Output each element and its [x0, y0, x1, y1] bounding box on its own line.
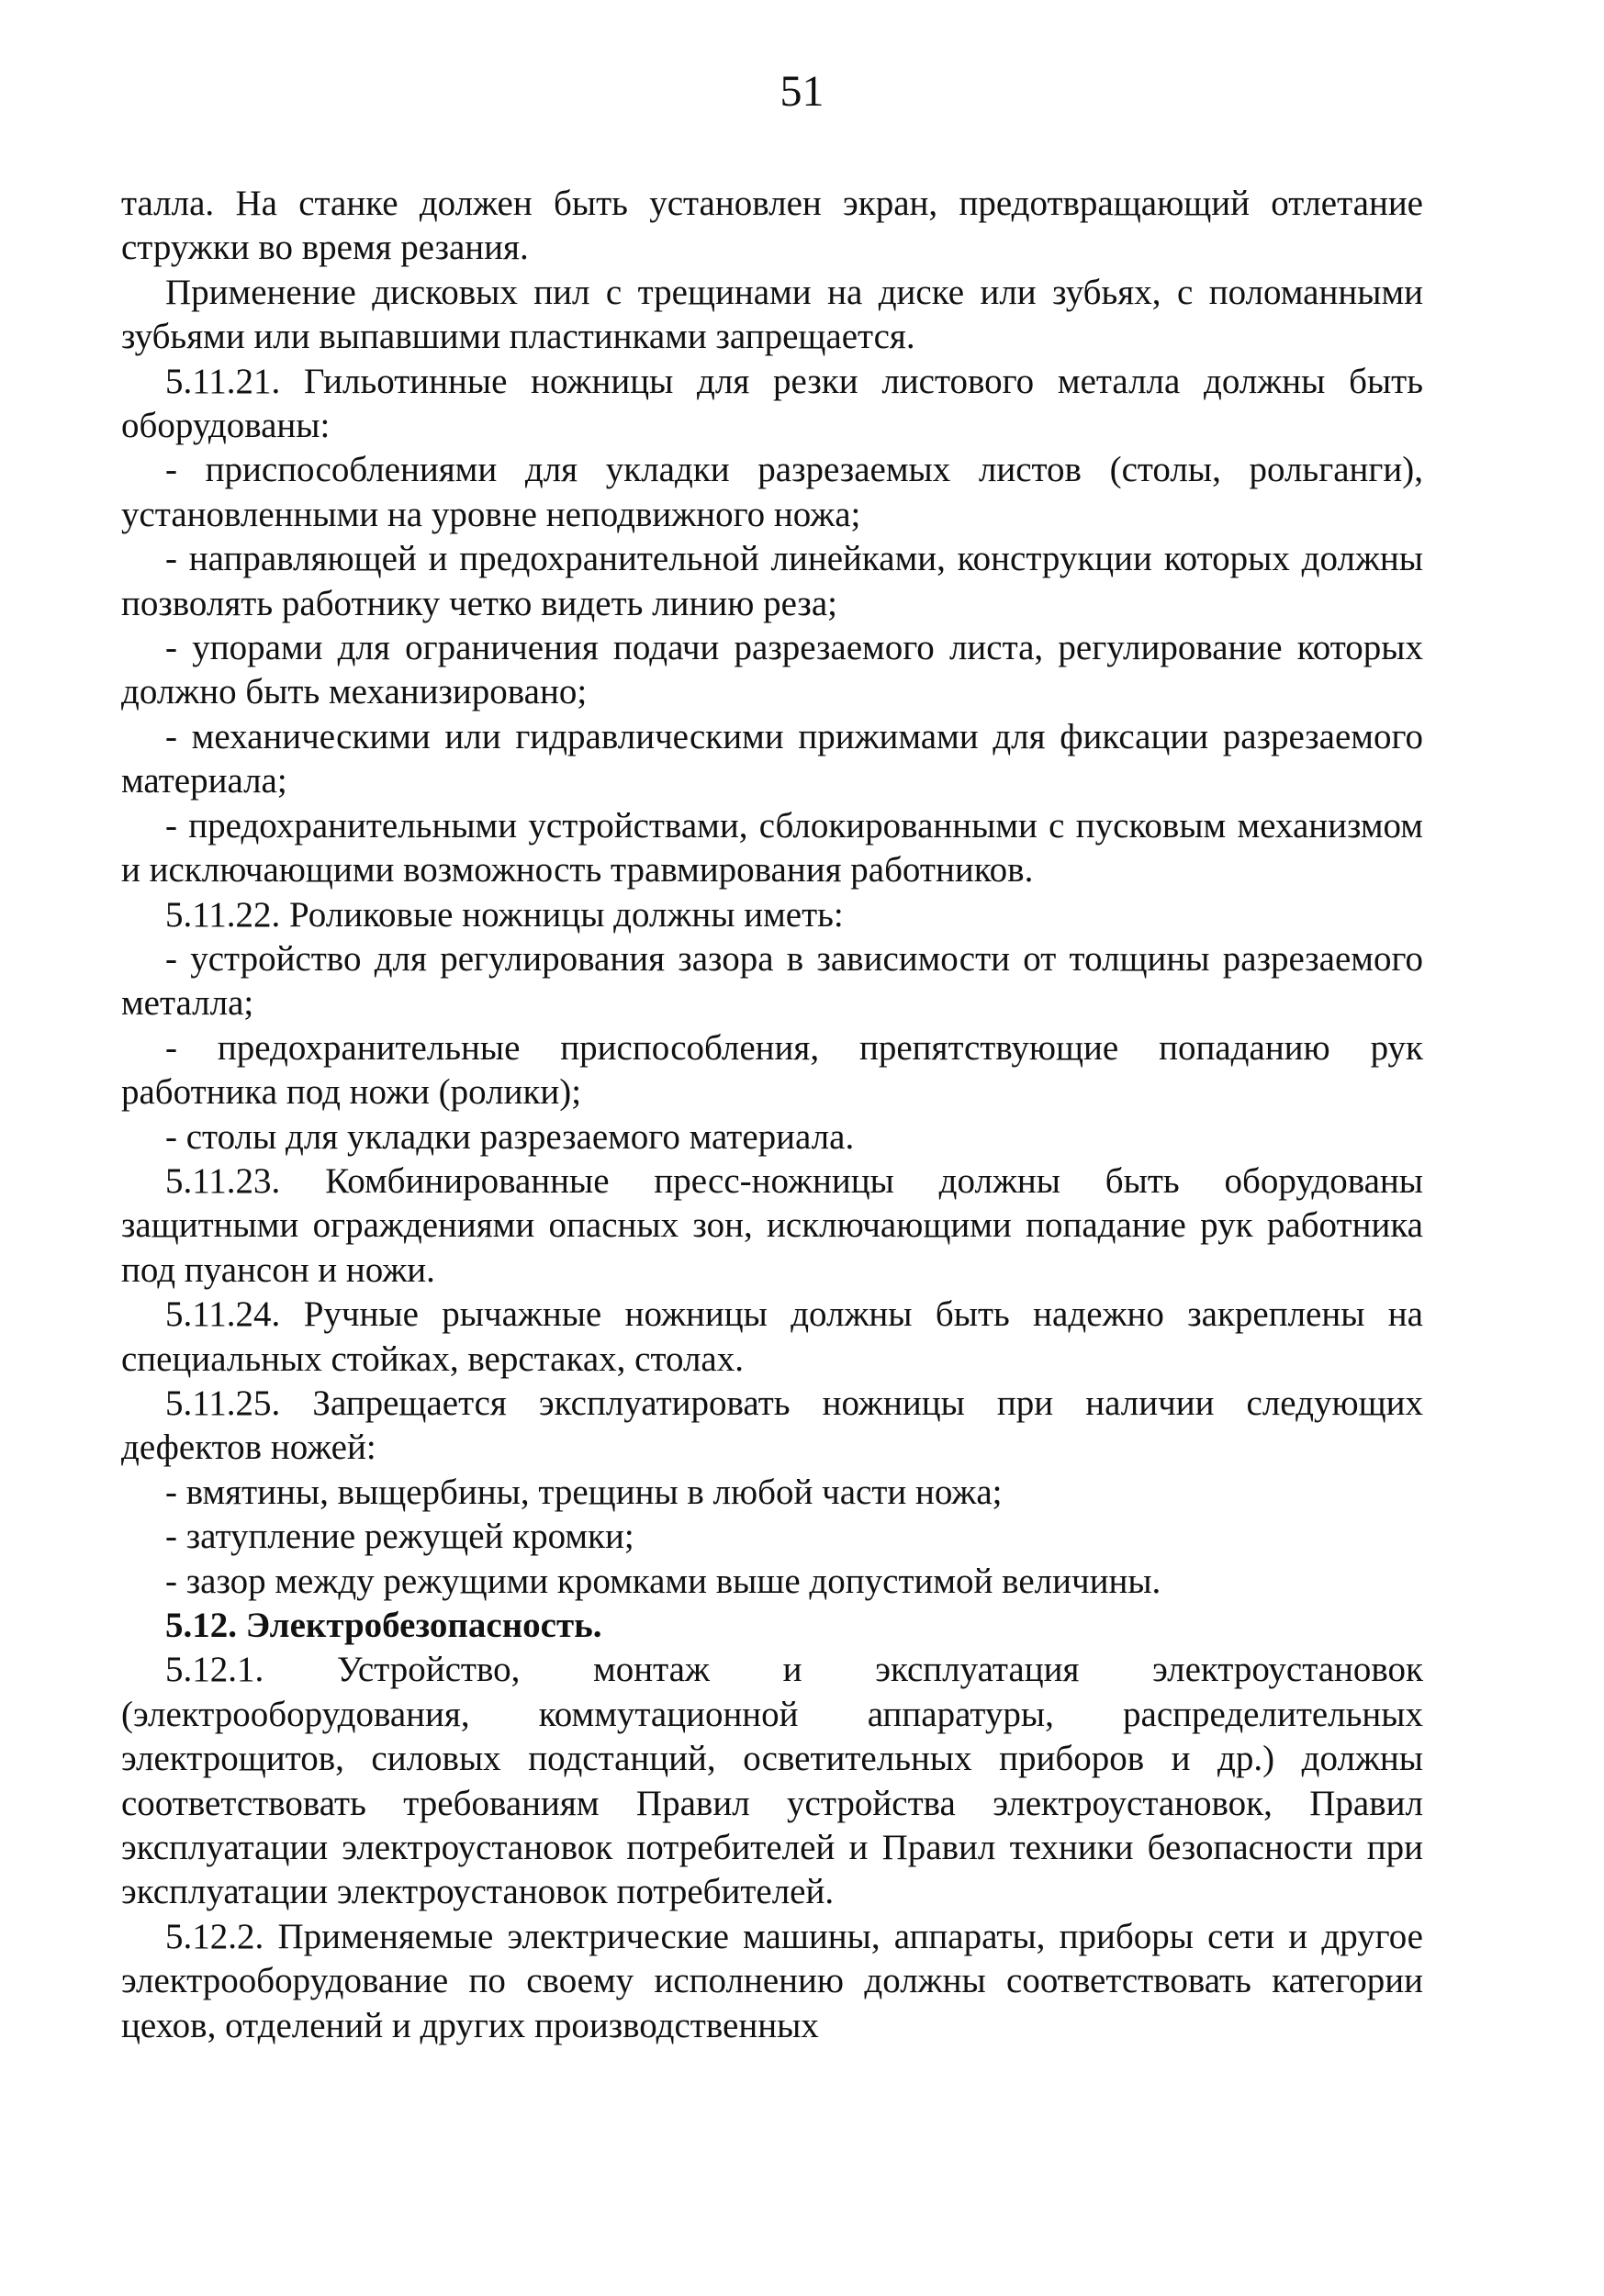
- paragraph: 5.12.2. Применяемые электрические машины, аппараты, приборы сети и другое электрооборудование по своему исполнению должны соответствовать категории цехов, отделений и других производственных: [121, 1916, 1423, 2045]
- paragraph: - зазор между режущими кромками выше допустимой величины.: [165, 1561, 1161, 1601]
- paragraph: - предохранительные приспособления, препятствующие попаданию рук работника под ножи (ролики);: [121, 1027, 1423, 1113]
- paragraph: 5.11.23. Комбинированные пресс-ножницы должны быть оборудованы защитными ограждениями опасных зон, исключающими попадание рук работника под пуансон и ножи.: [121, 1160, 1423, 1290]
- section-heading: 5.12. Электробезопасность.: [165, 1606, 602, 1645]
- paragraph: талла. На станке должен быть установлен экран, предотвращающий отлетание стружки во время резания.: [121, 184, 1423, 268]
- paragraph: - предохранительными устройствами, сблокированными с пусковым механизмом и исключающими возможность травмирования работников.: [121, 805, 1423, 890]
- paragraph: Применение дисковых пил с трещинами на диске или зубьях, с поломанными зубьями или выпавшими пластинками запрещается.: [121, 272, 1423, 357]
- paragraph: 5.11.24. Ручные рычажные ножницы должны быть надежно закреплены на специальных стойках, верстаках, столах.: [121, 1294, 1423, 1379]
- paragraph: 5.12.1. Устройство, монтаж и эксплуатация электроустановок (электрооборудования, коммутационной аппаратуры, распределительных электрощитов, силовых подстанций, осветительных приборов и др.) должны соответствовать требованиям Правил устройства электроустановок, Правил эксплуатации электроустановок потребителей и Правил техники безопасности при эксплуатации электроустановок потребителей.: [121, 1650, 1423, 1912]
- body-text: [121, 182, 1423, 2048]
- paragraph: - затупление режущей кромки;: [165, 1517, 634, 1557]
- paragraph: 5.11.21. Гильотинные ножницы для резки листового металла должны быть оборудованы:: [121, 361, 1423, 446]
- paragraph: - устройство для регулирования зазора в зависимости от толщины разрезаемого металла;: [121, 938, 1423, 1024]
- paragraph: - вмятины, выщербины, трещины в любой части ножа;: [165, 1472, 1003, 1512]
- paragraph: - направляющей и предохранительной линейками, конструкции которых должны позволять работнику четко видеть линию реза;: [121, 539, 1423, 623]
- paragraph: - упорами для ограничения подачи разрезаемого листа, регулирование которых должно быть механизировано;: [121, 628, 1423, 712]
- paragraph: - механическими или гидравлическими прижимами для фиксации разрезаемого материала;: [121, 716, 1423, 801]
- paragraph: 5.11.25. Запрещается эксплуатировать ножницы при наличии следующих дефектов ножей:: [121, 1383, 1423, 1468]
- paragraph: - приспособлениями для укладки разрезаемых листов (столы, рольганги), установленными на уровне неподвижного ножа;: [121, 450, 1423, 534]
- paragraph: 5.11.22. Роликовые ножницы должны иметь:: [165, 894, 844, 935]
- page-number: 51: [780, 67, 824, 116]
- paragraph: - столы для укладки разрезаемого материала.: [165, 1116, 855, 1157]
